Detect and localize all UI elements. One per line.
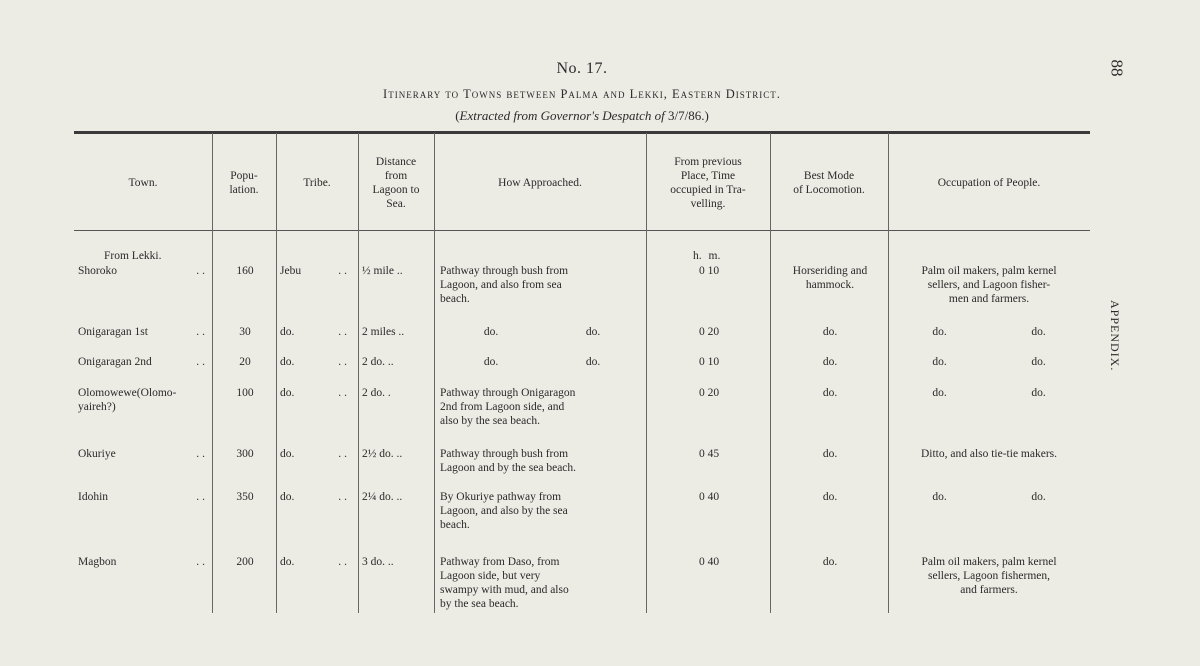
cell-town (78, 447, 212, 461)
dot-leader: .. (196, 491, 208, 503)
tribe-name: Jebu (280, 265, 302, 277)
ditto-mark: do. (1031, 491, 1046, 503)
cell-distance: 2 do. . (362, 387, 391, 399)
dot-leader: .. (338, 387, 350, 399)
tribe-name: do. (280, 387, 295, 399)
table-top-rule (74, 131, 1090, 134)
ditto-mark: do. (1031, 387, 1046, 399)
cell-population: 300 (236, 448, 254, 460)
cell-town (78, 355, 212, 369)
cell-tribe (280, 555, 354, 569)
cell-occupation (890, 386, 1088, 400)
cell-population: 100 (236, 387, 254, 399)
town-name: Idohin (78, 491, 109, 503)
cell-locomotion: do. (822, 491, 838, 503)
cell-distance: 2 miles .. (362, 326, 405, 338)
dot-leader: .. (338, 326, 350, 338)
ditto-mark: do. (932, 326, 947, 338)
cell-occupation: Ditto, and also tie-tie makers. (920, 448, 1058, 460)
cell-travel-time: 0 20 (698, 326, 720, 338)
cell-tribe (280, 355, 354, 369)
cell-locomotion: do. (822, 326, 838, 338)
header-population: Popu- lation. (229, 170, 259, 196)
dot-leader: .. (196, 448, 208, 460)
dot-leader: .. (196, 356, 208, 368)
town-name: Onigaragan 1st (78, 326, 148, 338)
cell-travel-time: 0 10 (698, 265, 720, 277)
dot-leader: .. (338, 448, 350, 460)
cell-locomotion: do. (822, 556, 838, 568)
cell-travel-time: 0 45 (698, 448, 720, 460)
cell-population: 20 (239, 356, 251, 368)
dot-leader: .. (196, 265, 208, 277)
cell-town (78, 386, 212, 414)
header-tribe: Tribe. (303, 177, 331, 189)
dot-leader: .. (196, 326, 208, 338)
table-header-rule (74, 230, 1090, 231)
cell-how-approached (440, 355, 644, 369)
cell-town (78, 325, 212, 339)
town-name: Olomowewe(Olomo- yaireh?) (78, 387, 177, 413)
cell-tribe (280, 490, 354, 504)
cell-town (78, 490, 212, 504)
cell-population: 350 (236, 491, 254, 503)
cell-occupation (890, 355, 1088, 369)
cell-population: 200 (236, 556, 254, 568)
subtitle-open: ( (455, 108, 460, 123)
document-number: No. 17. (556, 60, 608, 77)
dot-leader: .. (338, 356, 350, 368)
town-name: Magbon (78, 556, 117, 568)
cell-travel-time: 0 10 (698, 356, 720, 368)
tribe-name: do. (280, 326, 295, 338)
cell-occupation (890, 490, 1088, 504)
cell-how-approached: By Okuriye pathway from Lagoon, and also by the sea beach. (440, 491, 568, 531)
tribe-name: do. (280, 448, 295, 460)
tribe-name: do. (280, 356, 295, 368)
cell-travel-time: 0 40 (698, 556, 720, 568)
ditto-mark: do. (932, 356, 947, 368)
header-town: Town. (128, 177, 158, 189)
document-title: Itinerary to Towns between Palma and Lekki, Eastern District. (383, 87, 781, 101)
ditto-mark: do. (932, 491, 947, 503)
header-locomotion: Best Mode of Locomotion. (793, 170, 865, 196)
subtitle-date: 3/7/86.) (668, 108, 709, 123)
town-name: Shoroko (78, 265, 117, 277)
cell-travel-time: 0 20 (698, 387, 720, 399)
cell-tribe (280, 447, 354, 461)
town-name: Onigaragan 2nd (78, 356, 152, 368)
ditto-mark: do. (483, 326, 499, 338)
header-travel-time: From previous Place, Time occupied in Tra- velling. (670, 156, 746, 210)
cell-population: 30 (239, 326, 251, 338)
tribe-name: do. (280, 491, 295, 503)
header-distance: Distance from Lagoon to Sea. (372, 156, 420, 210)
cell-tribe (280, 325, 354, 339)
cell-occupation: Palm oil makers, palm kernel sellers, Lagoon fishermen, and farmers. (921, 556, 1057, 596)
section-label: From Lekki. (104, 250, 162, 262)
dot-leader: .. (338, 265, 350, 277)
cell-distance: ½ mile .. (362, 265, 403, 277)
cell-town (78, 264, 212, 278)
cell-tribe (280, 264, 354, 278)
cell-locomotion: do. (822, 448, 838, 460)
header-how-approached: How Approached. (498, 177, 582, 189)
cell-locomotion: do. (822, 356, 838, 368)
ditto-mark: do. (585, 326, 601, 338)
cell-town (78, 555, 212, 569)
dot-leader: .. (196, 556, 208, 568)
ditto-mark: do. (1031, 326, 1046, 338)
cell-locomotion: Horseriding and hammock. (792, 265, 868, 291)
dot-leader: .. (338, 556, 350, 568)
tribe-name: do. (280, 556, 295, 568)
cell-tribe (280, 386, 354, 400)
cell-distance: 2½ do. .. (362, 448, 403, 460)
cell-how-approached: Pathway from Daso, from Lagoon side, but very swampy with mud, and also by the sea beach. (440, 556, 569, 610)
cell-how-approached: Pathway through bush from Lagoon, and also from sea beach. (440, 265, 569, 305)
time-units-label: h. m. (693, 250, 721, 262)
ditto-mark: do. (932, 387, 947, 399)
cell-how-approached (440, 325, 644, 339)
cell-occupation: Palm oil makers, palm kernel sellers, and Lagoon fisher- men and farmers. (921, 265, 1057, 305)
town-name: Okuriye (78, 448, 116, 460)
cell-travel-time: 0 40 (698, 491, 720, 503)
cell-how-approached: Pathway through Onigaragon 2nd from Lagoon side, and also by the sea beach. (440, 387, 576, 427)
ditto-mark: do. (585, 356, 601, 368)
ditto-mark: do. (483, 356, 499, 368)
cell-how-approached: Pathway through bush from Lagoon and by the sea beach. (440, 448, 577, 474)
header-occupation: Occupation of People. (937, 177, 1041, 189)
document-subtitle (0, 108, 1164, 124)
cell-population: 160 (236, 265, 254, 277)
cell-occupation (890, 325, 1088, 339)
cell-locomotion: do. (822, 387, 838, 399)
cell-distance: 3 do. .. (362, 556, 394, 568)
ditto-mark: do. (1031, 356, 1046, 368)
dot-leader: .. (338, 491, 350, 503)
cell-distance: 2 do. .. (362, 356, 394, 368)
page-number: 88 (1107, 59, 1127, 77)
subtitle-source: Extracted from Governor's Despatch of (459, 108, 665, 123)
cell-distance: 2¼ do. .. (362, 491, 403, 503)
running-head: APPENDIX. (1108, 300, 1122, 372)
